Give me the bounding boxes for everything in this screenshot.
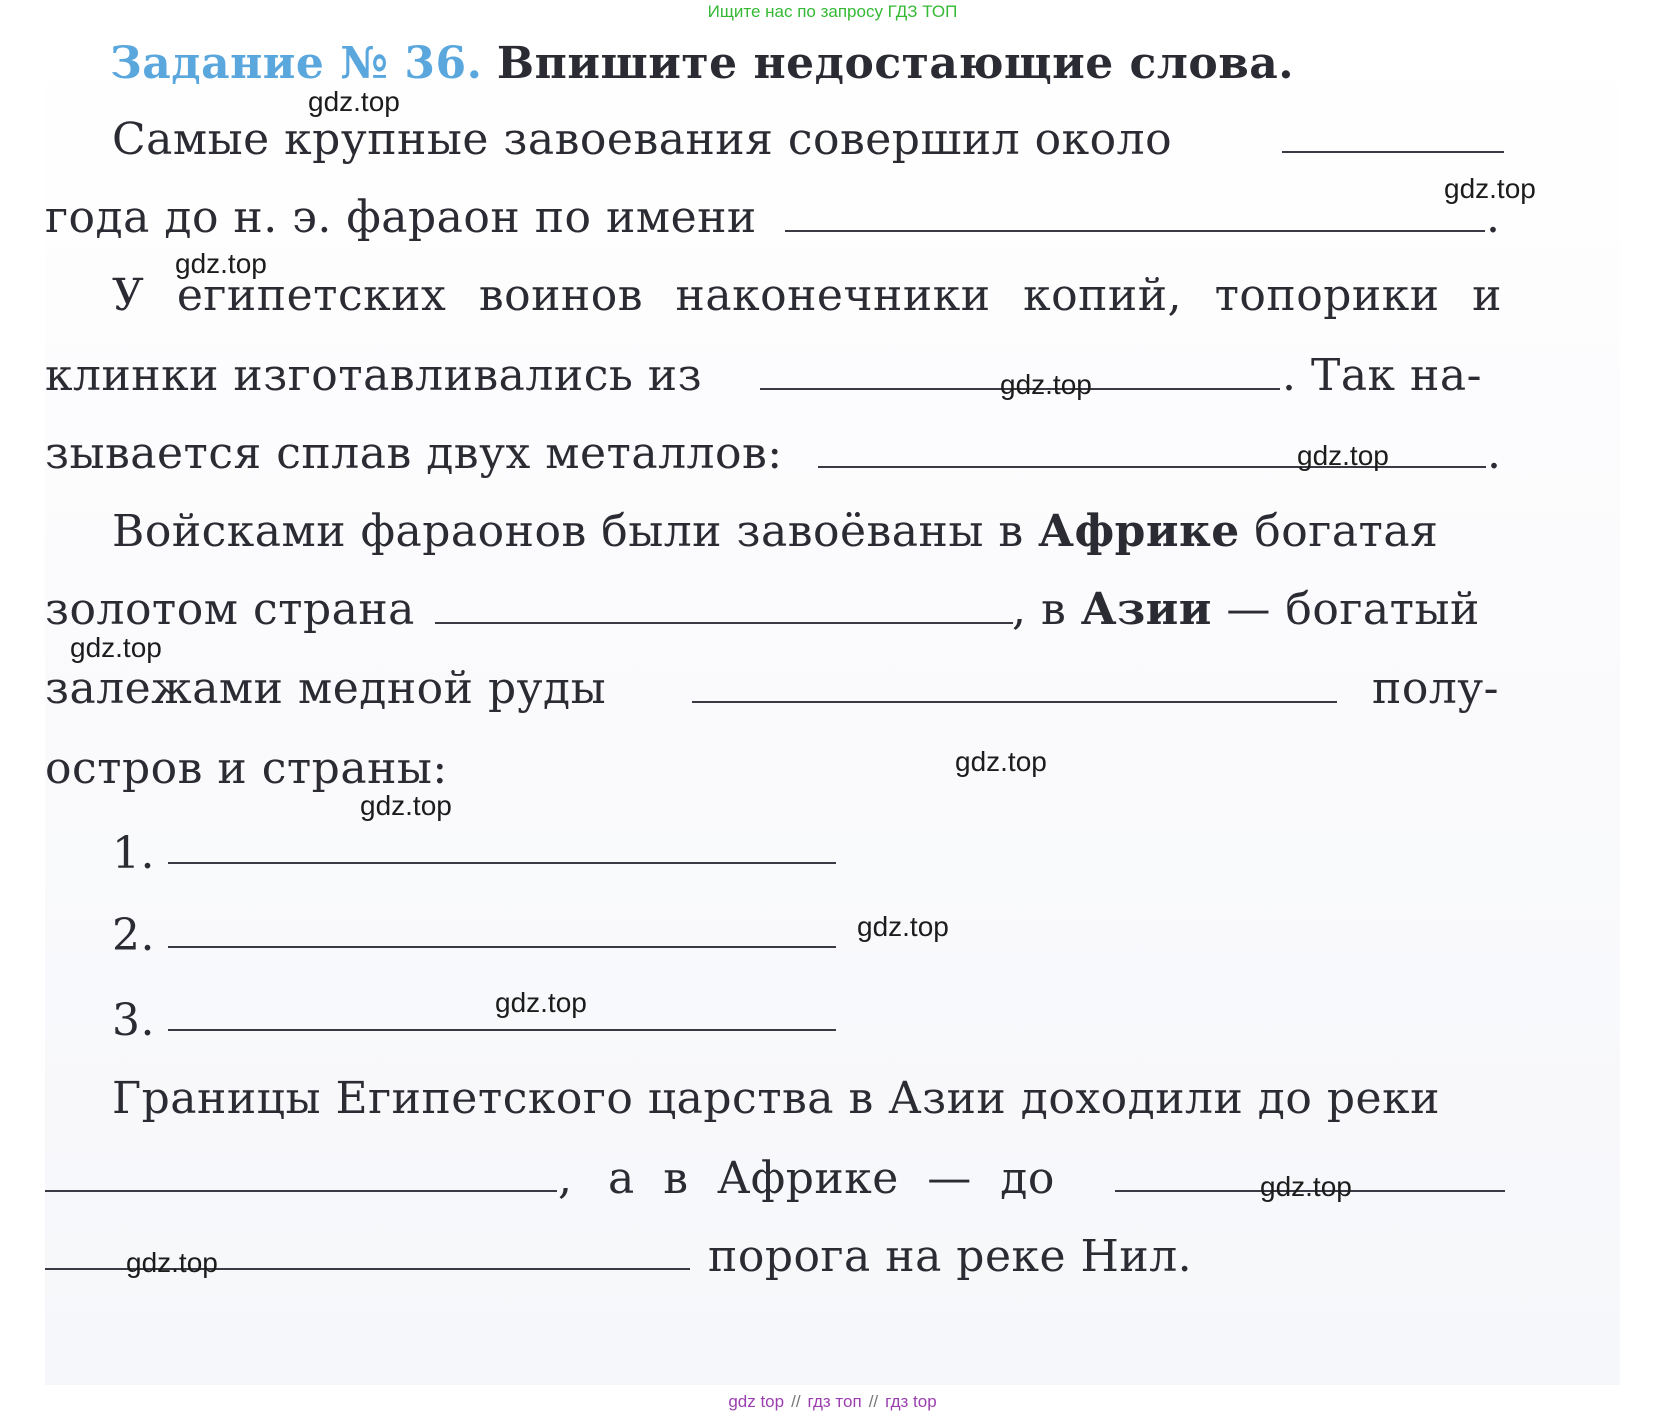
watermark: gdz.top	[126, 1247, 218, 1278]
p2-line2-start: клинки изготавливались из	[45, 350, 703, 401]
blank-country-3[interactable]	[168, 1029, 836, 1031]
p3-line2-end: , в Азии — богатый	[1012, 584, 1480, 635]
watermark: gdz.top	[308, 86, 400, 117]
word: и	[1472, 270, 1502, 321]
watermark: gdz.top	[857, 911, 949, 942]
watermark: gdz.top	[1000, 369, 1092, 400]
p2-line3: зывается сплав двух металлов:	[45, 428, 783, 479]
watermark: gdz.top	[495, 987, 587, 1018]
footer-link[interactable]: gdz top	[728, 1392, 785, 1411]
p4-line2: а в Африке — до	[608, 1153, 1055, 1204]
watermark: gdz.top	[360, 790, 452, 821]
word: египетских	[176, 270, 447, 321]
list-item-number: 3.	[112, 995, 155, 1046]
p1-dot: .	[1486, 192, 1501, 243]
p3-line3-start: залежами медной руды	[45, 663, 607, 714]
blank-country-1[interactable]	[168, 862, 836, 864]
task-title	[110, 36, 1294, 92]
p4-line3: порога на реке Нил.	[708, 1231, 1193, 1282]
blank-pharaoh[interactable]	[785, 230, 1485, 232]
watermark: gdz.top	[1444, 173, 1536, 204]
p2-line1	[112, 268, 1502, 324]
footer-link[interactable]: гдз топ	[807, 1392, 862, 1411]
p4-comma: ,	[558, 1153, 573, 1204]
blank-copper-peninsula[interactable]	[692, 701, 1337, 703]
p3-line3-end: полу-	[1372, 663, 1500, 714]
blank-asia-river[interactable]	[45, 1190, 557, 1192]
footer-links: gdz top // гдз топ // гдз top	[728, 1392, 937, 1411]
p1-line1: Самые крупные завоевания совершил около	[112, 114, 1173, 165]
word: копий,	[1023, 270, 1183, 321]
watermark: gdz.top	[1297, 440, 1389, 471]
p3-line2-start: золотом страна	[45, 584, 415, 635]
p2-line2-end: . Так на-	[1282, 350, 1482, 401]
blank-country-2[interactable]	[168, 946, 836, 948]
p4-line1: Границы Египетского царства в Азии доходили до реки	[112, 1073, 1440, 1124]
word: топорики	[1214, 270, 1440, 321]
list-item-number: 2.	[112, 910, 155, 961]
word: наконечники	[675, 270, 991, 321]
p3-line4: остров и страны:	[45, 743, 448, 794]
watermark: gdz.top	[70, 632, 162, 663]
task-instruction: Впишите недостающие слова.	[496, 38, 1295, 89]
blank-year[interactable]	[1282, 151, 1504, 153]
watermark: gdz.top	[1260, 1171, 1352, 1202]
watermark: gdz.top	[175, 248, 267, 279]
search-banner[interactable]: Ищите нас по запросу ГДЗ ТОП	[707, 2, 958, 21]
task-number: Задание № 36.	[110, 38, 483, 89]
footer-link[interactable]: гдз top	[885, 1392, 937, 1411]
list-item-number: 1.	[112, 828, 155, 879]
p3-line1: Войсками фараонов были завоёваны в Африке богатая	[112, 506, 1439, 557]
p2-dot: .	[1487, 428, 1502, 479]
word: У	[112, 270, 145, 321]
word: воинов	[478, 270, 643, 321]
blank-gold-country[interactable]	[435, 622, 1013, 624]
watermark: gdz.top	[955, 746, 1047, 777]
p1-line2: года до н. э. фараон по имени	[45, 192, 757, 243]
